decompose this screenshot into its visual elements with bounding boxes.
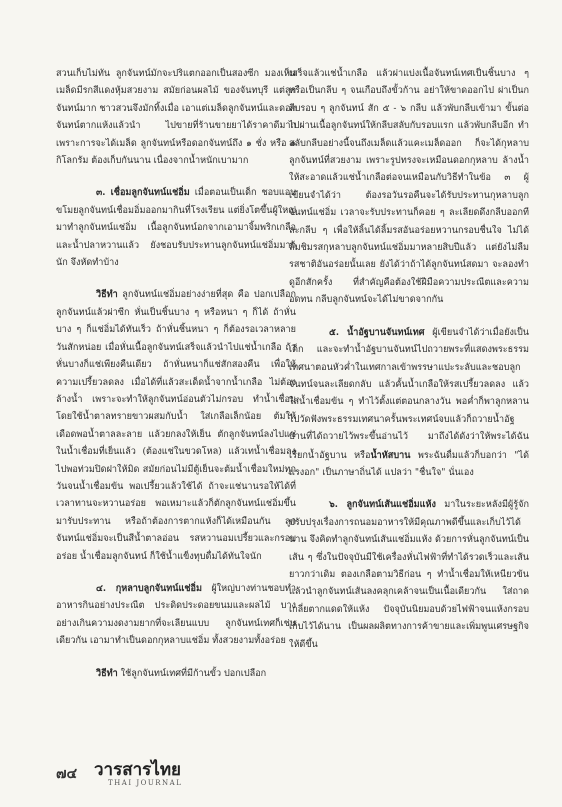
left-column xyxy=(56,66,296,683)
section-3-method-text: ลูกจันทน์แช่อิ่มอย่างง่ายที่สุด คือ ปอกเปลือกลูกจันทน์แล้วผ่าซีก หั่นเป็นชิ้นบาง ๆ หรือหนา ๆ ก็ได้ ถ้าหั่นบาง ๆ ก็แช่อิ่มได้ทันเร็ว ถ้าหั่นชิ้นหนา ๆ ก็ต้องรอเวลาหลายวันสักหน่อย เมื่อหั่นเนื้อลูกจันทน์เสร็จแล้วนำไปแช่น้ำเกลือ ถ้าหั่นบางก็แช่เพียงคืนเดียว ถ้าหั่นหนาก็แช่สักสองคืน เพื่อให้ความเปรี้ยวลดลง เมื่อได้ที่แล้วสะเด็ดน้ำจากน้ำเกลือ ไม่ต้องล้างน้ำ เพราะจะทำให้ลูกจันทน์อ่อนตัวไม่กรอบ ทำน้ำเชื่อมโดยใช้น้ำตาลทรายขาวผสมกับน้ำ ใส่เกลือเล็กน้อย ต้มให้เดือดพอน้ำตาลละลาย แล้วยกลงให้เย็น ตักลูกจันทน์ลงไปแช่ในน้ำเชื่อมที่เย็นแล้ว (ต้องแช่ในขวดโหล) แล้วเทน้ำเชื่อมลงไปพอท่วมปิดฝาให้มิด สมัยก่อนไม่มีตู้เย็นจะต้มน้ำเชื่อมใหม่ทุกวันจนน้ำเชื่อมข้น พอเปรี้ยวแล้วใช้ได้ ถ้าจะแช่นานรอให้ได้ที่ เวลาทานจะหวานอร่อย พอเหมาะแล้วก็ตักลูกจันทน์แช่อิ่มขึ้นมารับประทาน หรือถ้าต้องการตากแห้งก็ได้เหมือนกัน ลูกจันทน์แช่อิ่มจะเป็นสีน้ำตาลอ่อน รสหวานอมเปรี้ยวและกรอบอร่อย น้ำเชื่อมลูกจันทน์ ก็ใช้น้ำแข็งทุบดื่มได้ทันใจนัก xyxy=(56,290,296,562)
section-5-after: พระฉันดื่มแล้วก็บอกว่า "ได้แรงอก" เป็นภาษาถิ่นได้ แปลว่า "ชื่นใจ" นั่นเอง xyxy=(289,450,529,478)
journal-logo xyxy=(94,761,182,787)
logo-english-text: THAI JOURNAL xyxy=(108,779,183,787)
section-5-body: ผู้เขียนจำได้ว่าเมื่อยังเป็นเด็ก และจะทำน้ำอัฐบานจันทน์ไปถวายพระที่แสดงพระธรรมเทศนาตอนหัวค่ำในเทศกาลเข้าพรรษาแปะระลับและชอบลูกจันทน์จนละเลียดกลับ แล้วคั้นน้ำเกลือให้รสเปรี้ยวลดลง แล้วใส่น้ำเชื่อมข้น ๆ ทำไว้ตั้งแต่ตอนกลางวัน พอค่ำก็พาลูกหลานไปวัดฟังพระธรรมเทศนาครั้นพระเทศน์จบแล้วก็ถวายน้ำอัฐบานที่ได้ถวายไว้พระขึ้นอ่านไว้ มาถึงได้ดังว่าให้พระได้ฉันเรียกน้ำอัฐบาน หรือ xyxy=(289,327,529,461)
section-5-term: น้ำหัสบาน xyxy=(370,449,411,461)
section-3-method-label: วิธีทำ xyxy=(96,289,118,301)
section-4-body: ผู้ใหญ่บางท่านชอบทำอาหารกินอย่างประณีต ประดิดประดอยขนมและผลไม้ บางอย่างเกินความงดงามยากที่จะเลียนแบบ ลูกจันทน์เทศก็เช่นเดียวกัน เอามาทำเป็นดอกกุหลาบแช่อิ่ม ทั้งสวยงามทั้งอร่อย xyxy=(56,583,296,647)
paragraph-intro: สวนเก็บไม่ทัน ลูกจันทน์มักจะปริแตกออกเป็นสองซีก มองเห็นเมล็ดมีรกสีแดงหุ้มสวยงาม สมัยก่อนผลไม้ ของจันทบุรี แต่ลูกจันทน์มาก ชาวสวนจึงมักทิ้งเมื่อ เอาแต่เมล็ดลูกจันทน์และดอกจันทน์ตากแห้งแล้วนำ ไปขายที่ร้านขายยาได้ราคาดีมาก เพราะการจะได้เมล็ด ลูกจันทน์หรือดอกจันทน์ถึง ๑ ชั่ง หรือ ๑ กิโลกรัม ต้องเก็บกันนาน เนื่องจากน้ำหนักเบามาก xyxy=(56,69,296,167)
section-4 xyxy=(56,580,296,651)
section-4-method-text: ใช้ลูกจันทน์เทศที่มีก้านขั้ว ปอกเปลือก xyxy=(117,668,267,679)
footer xyxy=(56,757,256,787)
logo-thai-text: วารสารไทย xyxy=(94,760,181,780)
section-3-method xyxy=(56,286,296,566)
section-3-body: เมื่อตอนเป็นเด็ก ชอบแอบขโมยลูกจันทน์เชื่อมอิ่มออกมากินที่โรงเรียน แต่ยิ่งโตขึ้นผู้ใหญ่มาทำลูกจันทน์แช่อิ่ม เนื้อลูกจันทน์อกจากเอามาจิ้มพริกเกลือ และน้ำปลาหวานแล้ว ยังชอบรับประทานลูกจันทน์แช่อิ่มมากนัก จึงหัดทำบ้าง xyxy=(56,188,296,269)
section-6 xyxy=(289,496,529,654)
page-number: ๗๔ xyxy=(56,766,78,782)
paragraph-continued: เสร็จแล้วแช่น้ำเกลือ แล้วผ่าแบ่งเนื้อจันทน์เทศเป็นชิ้นบาง ๆ หรือเป็นกลีบ ๆ จนเกือบถึงขั้วก้าน อย่าให้ขาดออกไป ผ่าเป็นกลีบรอบ ๆ ลูกจันทน์ สัก ๕ - ๖ กลีบ แล้วพับกลีบเข้ามา ขั้นต่อไปผ่านเนื้อลูกจันทน์ให้กลีบสลับกับรอบแรก แล้วพับกลีบอีก ทำสลับกลีบอย่างนี้จนถึงเมล็ดแล้วแคะเมล็ดออก ก็จะได้กุหลาบลูกจันทน์ที่สวยงาม เพราะรูปทรงจะเหมือนดอกกุหลาบ ล้างน้ำให้สะอาดแล้วแช่น้ำเกลือต่อจนเหมือนกับวิธีทำในข้อ ๓ ผู้เขียนจำได้ว่า ต้องรอวันรอคืนจะได้รับประทานกุหลาบลูกจันทน์แช่อิ่ม เวลาจะรับประทานก็คอย ๆ ละเลียดดึงกลีบออกทีละกลีบ ๆ เพื่อให้ลิ้นได้ลิ้มรสอันอร่อยหวานกรอบชื่นใจ ไม่ได้ลิ้มชิมรสกุหลาบลูกจันทน์แช่อิ่มมาหลายสิบปีแล้ว แต่ยังไม่ลืมรสชาติอันอร่อยนั้นเลย ยังได้ว่าถ้าได้ลูกจันทน์สดมา จะลองทำดูอีกสักครั้ง ที่สำคัญคือต้องใช้ฝีมือความประณีตและความอดทน กลีบลูกจันทน์จะได้ไม่ขาดจากกัน xyxy=(289,69,529,306)
section-4-method xyxy=(56,665,296,683)
section-5 xyxy=(289,324,529,483)
section-4-method-label: วิธีทำ xyxy=(96,667,118,679)
section-6-title: ๖. ลูกจันทน์เส้นแช่อิ่มแห้ง xyxy=(329,499,436,511)
section-3-title: ๓. เชื่อมลูกจันทน์แช่อิ่ม xyxy=(96,187,190,199)
section-3 xyxy=(56,184,296,272)
right-column xyxy=(289,66,529,654)
section-5-title: ๕. น้ำอัฐบานจันทน์เทศ xyxy=(329,326,425,338)
section-4-title: ๔. กุหลาบลูกจันทน์แช่อิ่ม xyxy=(96,582,202,594)
section-6-body: มาในระยะหลังมีผู้รู้จักปรับปรุงเรื่องการถนอมอาหารให้มีคุณภาพดีขึ้นและเก็บไว้ได้นาน จึงคิดทำลูกจันทน์เส้นแช่อิ่มแห้ง ด้วยการหั่นลูกจันทน์เป็นเส้น ๆ ซึ่งในปัจจุบันมีใช้เครื่องหั่นไฟฟ้าที่ทำได้รวดเร็วและเส้นยาวกว่าเดิม ตองเกลือตามวิธีก่อน ๆ ทำน้ำเชื่อมให้เหนียวข้น แล้วนำลูกจันทน์เส้นลงคลุกเคล้าจนเป็นเนื้อเดียวกัน ใส่ถาดเกลี่ยตากแดดให้แห้ง ปัจจุบันนิยมอบด้วยไฟฟ้าจนแห้งกรอบเก็บไว้ได้นาน เป็นผลผลิตทางการค้าขายและเพิ่มพูนเศรษฐกิจให้ดีขึ้น xyxy=(289,500,529,650)
